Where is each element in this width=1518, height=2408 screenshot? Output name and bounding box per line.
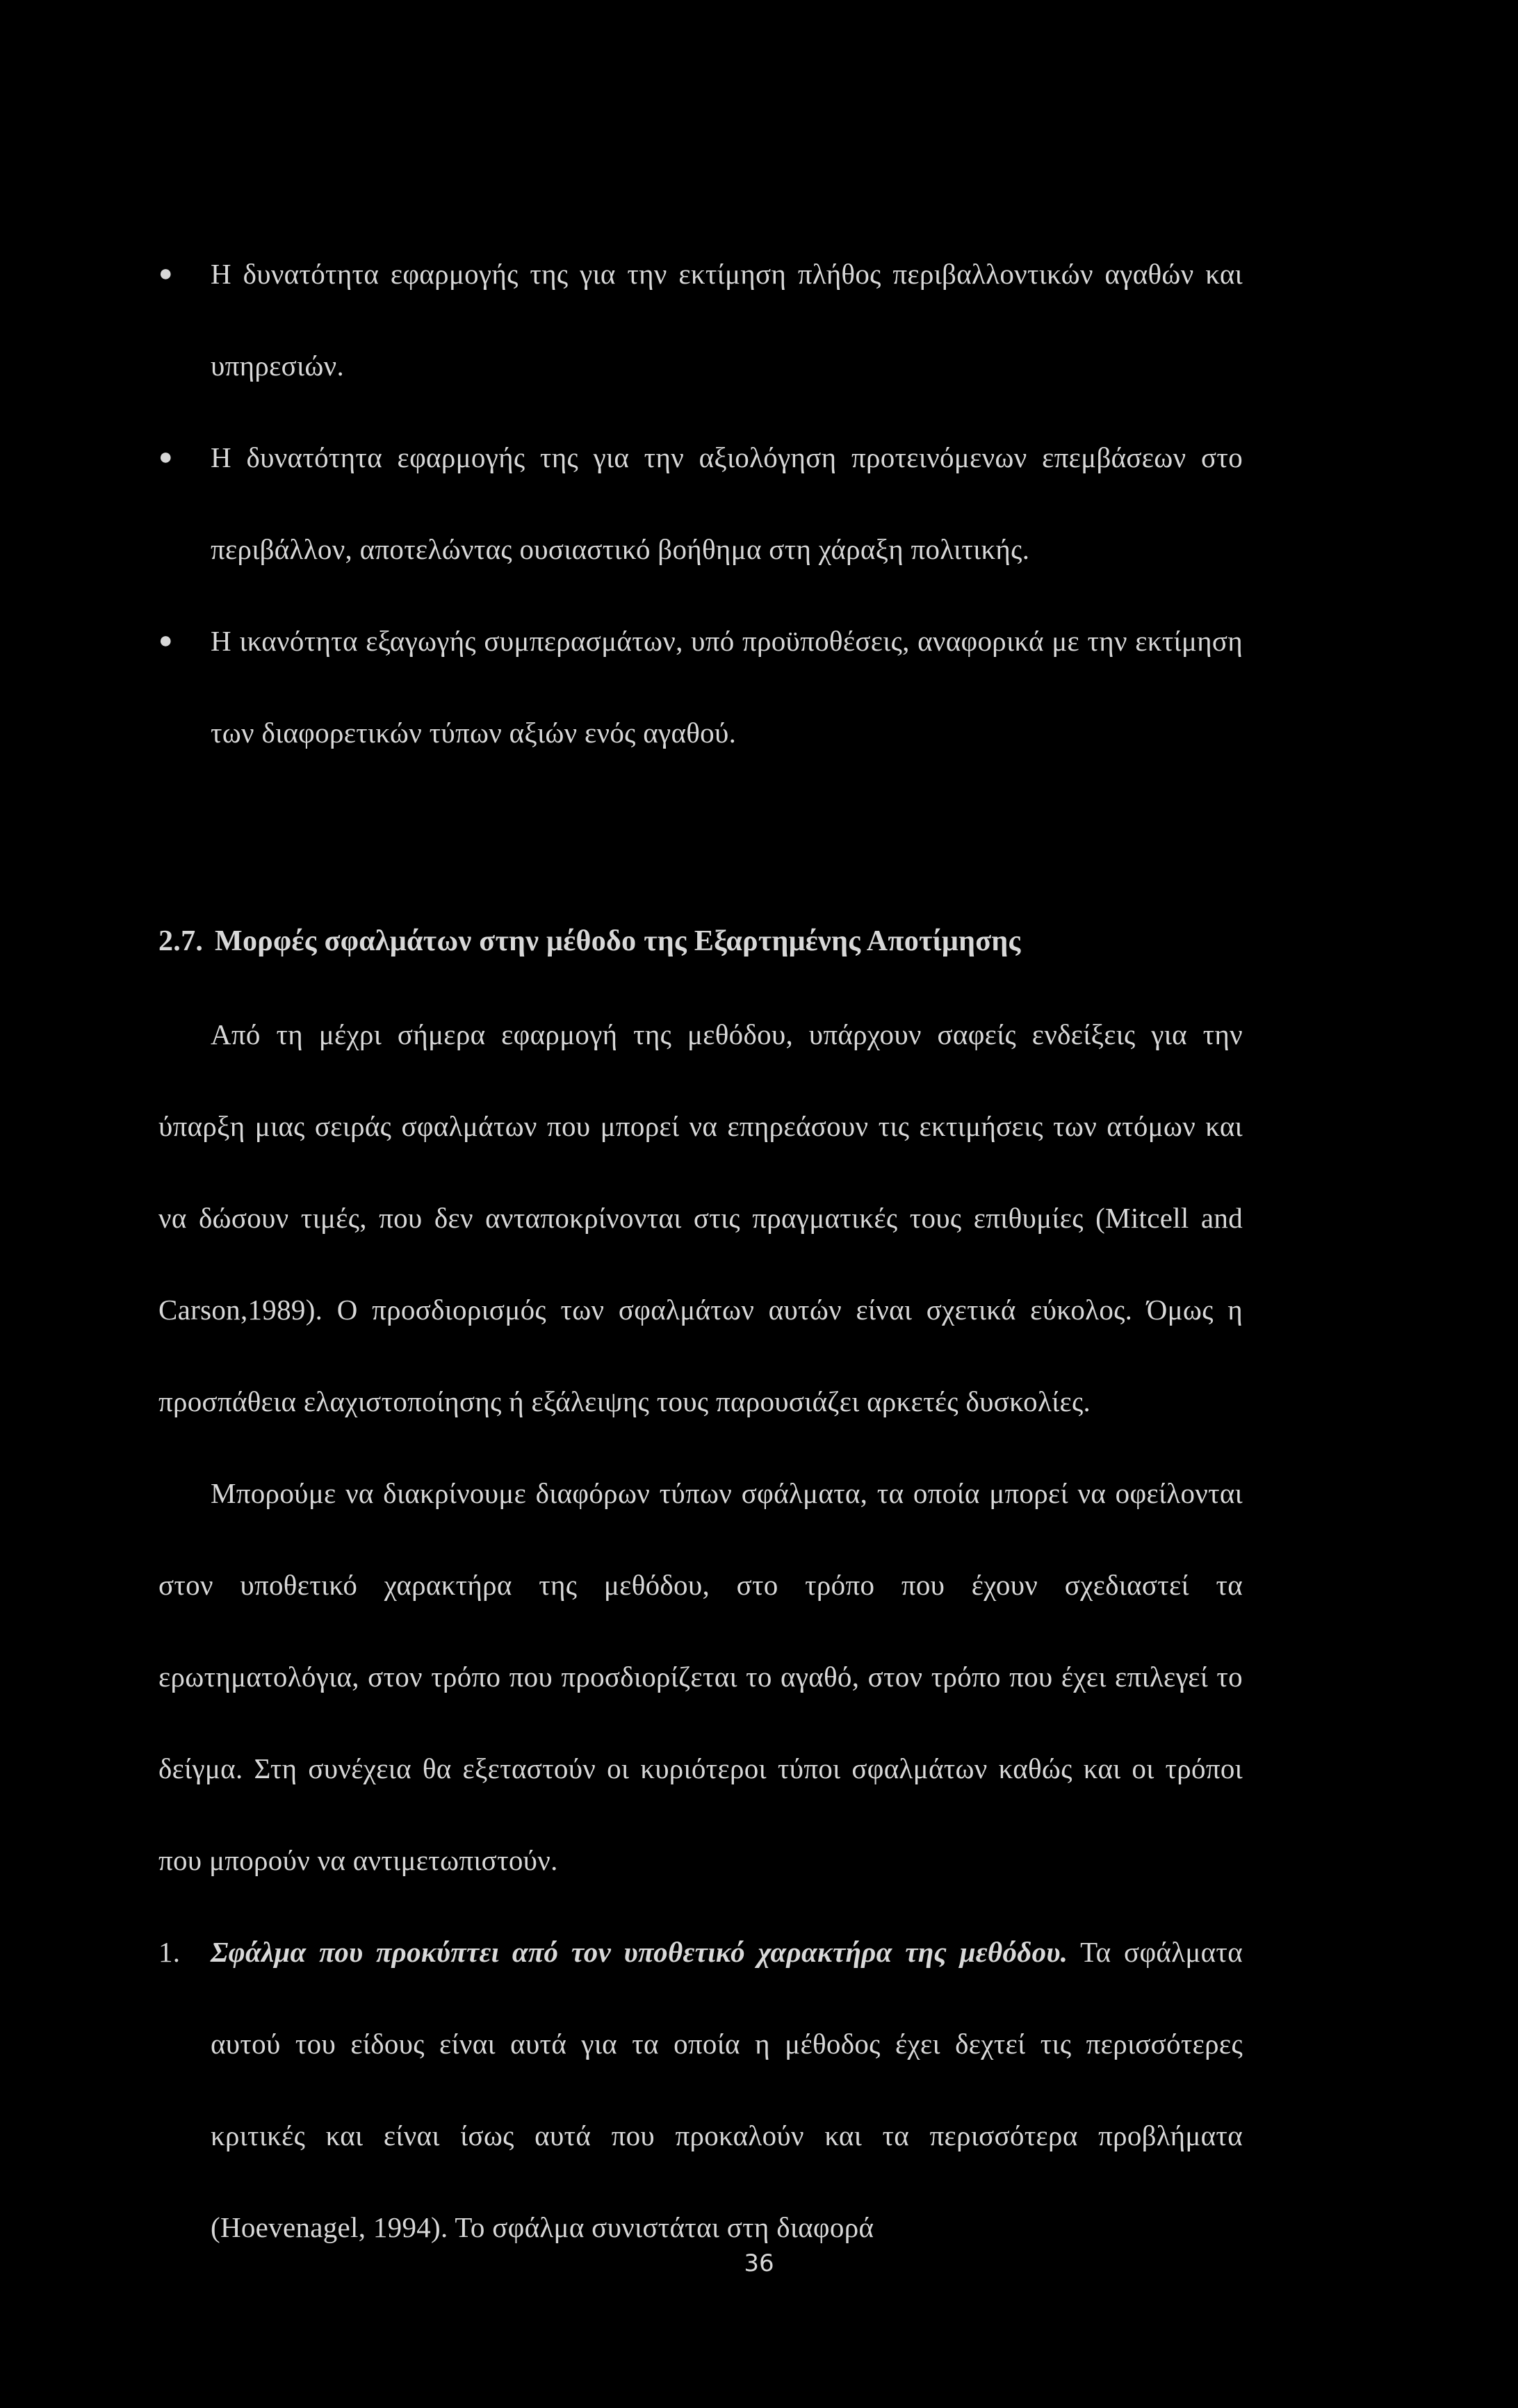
bullet-list	[158, 228, 1243, 779]
section-number: 2.7.	[158, 925, 204, 957]
numbered-item-title: Σφάλμα που προκύπτει από τον υποθετικό χαρακτήρα της μεθόδου.	[211, 1936, 1068, 1968]
bullet-text: Η δυνατότητα εφαρμογής της για την εκτίμηση πλήθος περιβαλλοντικών αγαθών και υπηρεσιών.	[211, 258, 1243, 382]
numbered-item-text: Τα σφάλματα αυτού του είδους είναι αυτά για τα οποία η μέθοδος έχει δεχτεί τις περισσότερες κριτικές και είναι ίσως αυτά που προκαλούν και τα περισσότερα προβλήματα (Hoevenagel, 1994). Το σφάλμα συνιστάται στη διαφορά	[211, 1936, 1243, 2243]
bullet-dot-icon: ●	[158, 628, 173, 653]
numbered-item-marker: 1.	[158, 1936, 181, 1968]
page-content	[158, 228, 1243, 2273]
section-heading	[158, 895, 1243, 987]
bullet-dot-icon: ●	[158, 444, 173, 470]
paragraph: Μπορούμε να διακρίνουμε διαφόρων τύπων σφάλματα, τα οποία μπορεί να οφείλονται στον υποθετικό χαρακτήρα της μεθόδου, στο τρόπο που έχουν σχεδιαστεί τα ερωτηματολόγια, στον τρόπο που προσδιορίζεται το αγαθό, στον τρόπο που έχει επιλεγεί το δείγμα. Στη συνέχεια θα εξεταστούν οι κυριότεροι τύποι σφαλμάτων καθώς και οι τρόποι που μπορούν να αντιμετωπιστούν.	[158, 1477, 1243, 1876]
bullet-item	[158, 595, 1243, 779]
numbered-item	[158, 1906, 1243, 2273]
bullet-item	[158, 228, 1243, 412]
paragraph: Από τη μέχρι σήμερα εφαρμογή της μεθόδου, υπάρχουν σαφείς ενδείξεις για την ύπαρξη μιας σειράς σφαλμάτων που μπορεί να επηρεάσουν τις εκτιμήσεις των ατόμων και να δώσουν τιμές, που δεν ανταποκρίνονται στις πραγματικές τους επιθυμίες (Mitcell and Carson,1989). Ο προσδιορισμός των σφαλμάτων αυτών είναι σχετικά εύκολος. Όμως η προσπάθεια ελαχιστοποίησης ή εξάλειψης τους παρουσιάζει αρκετές δυσκολίες.	[158, 1018, 1243, 1417]
bullet-dot-icon: ●	[158, 261, 173, 286]
bullet-text: Η ικανότητα εξαγωγής συμπερασμάτων, υπό προϋποθέσεις, αναφορικά με την εκτίμηση των διαφορετικών τύπων αξιών ενός αγαθού.	[211, 625, 1243, 749]
section-title: Μορφές σφαλμάτων στην μέθοδο της Εξαρτημένης Αποτίμησης	[215, 925, 1021, 957]
page-number: 36	[744, 2250, 774, 2277]
bullet-item	[158, 412, 1243, 595]
bullet-text: Η δυνατότητα εφαρμογής της για την αξιολόγηση προτεινόμενων επεμβάσεων στο περιβάλλον, αποτελώντας ουσιαστικό βοήθημα στη χάραξη πολιτικής.	[211, 441, 1243, 565]
